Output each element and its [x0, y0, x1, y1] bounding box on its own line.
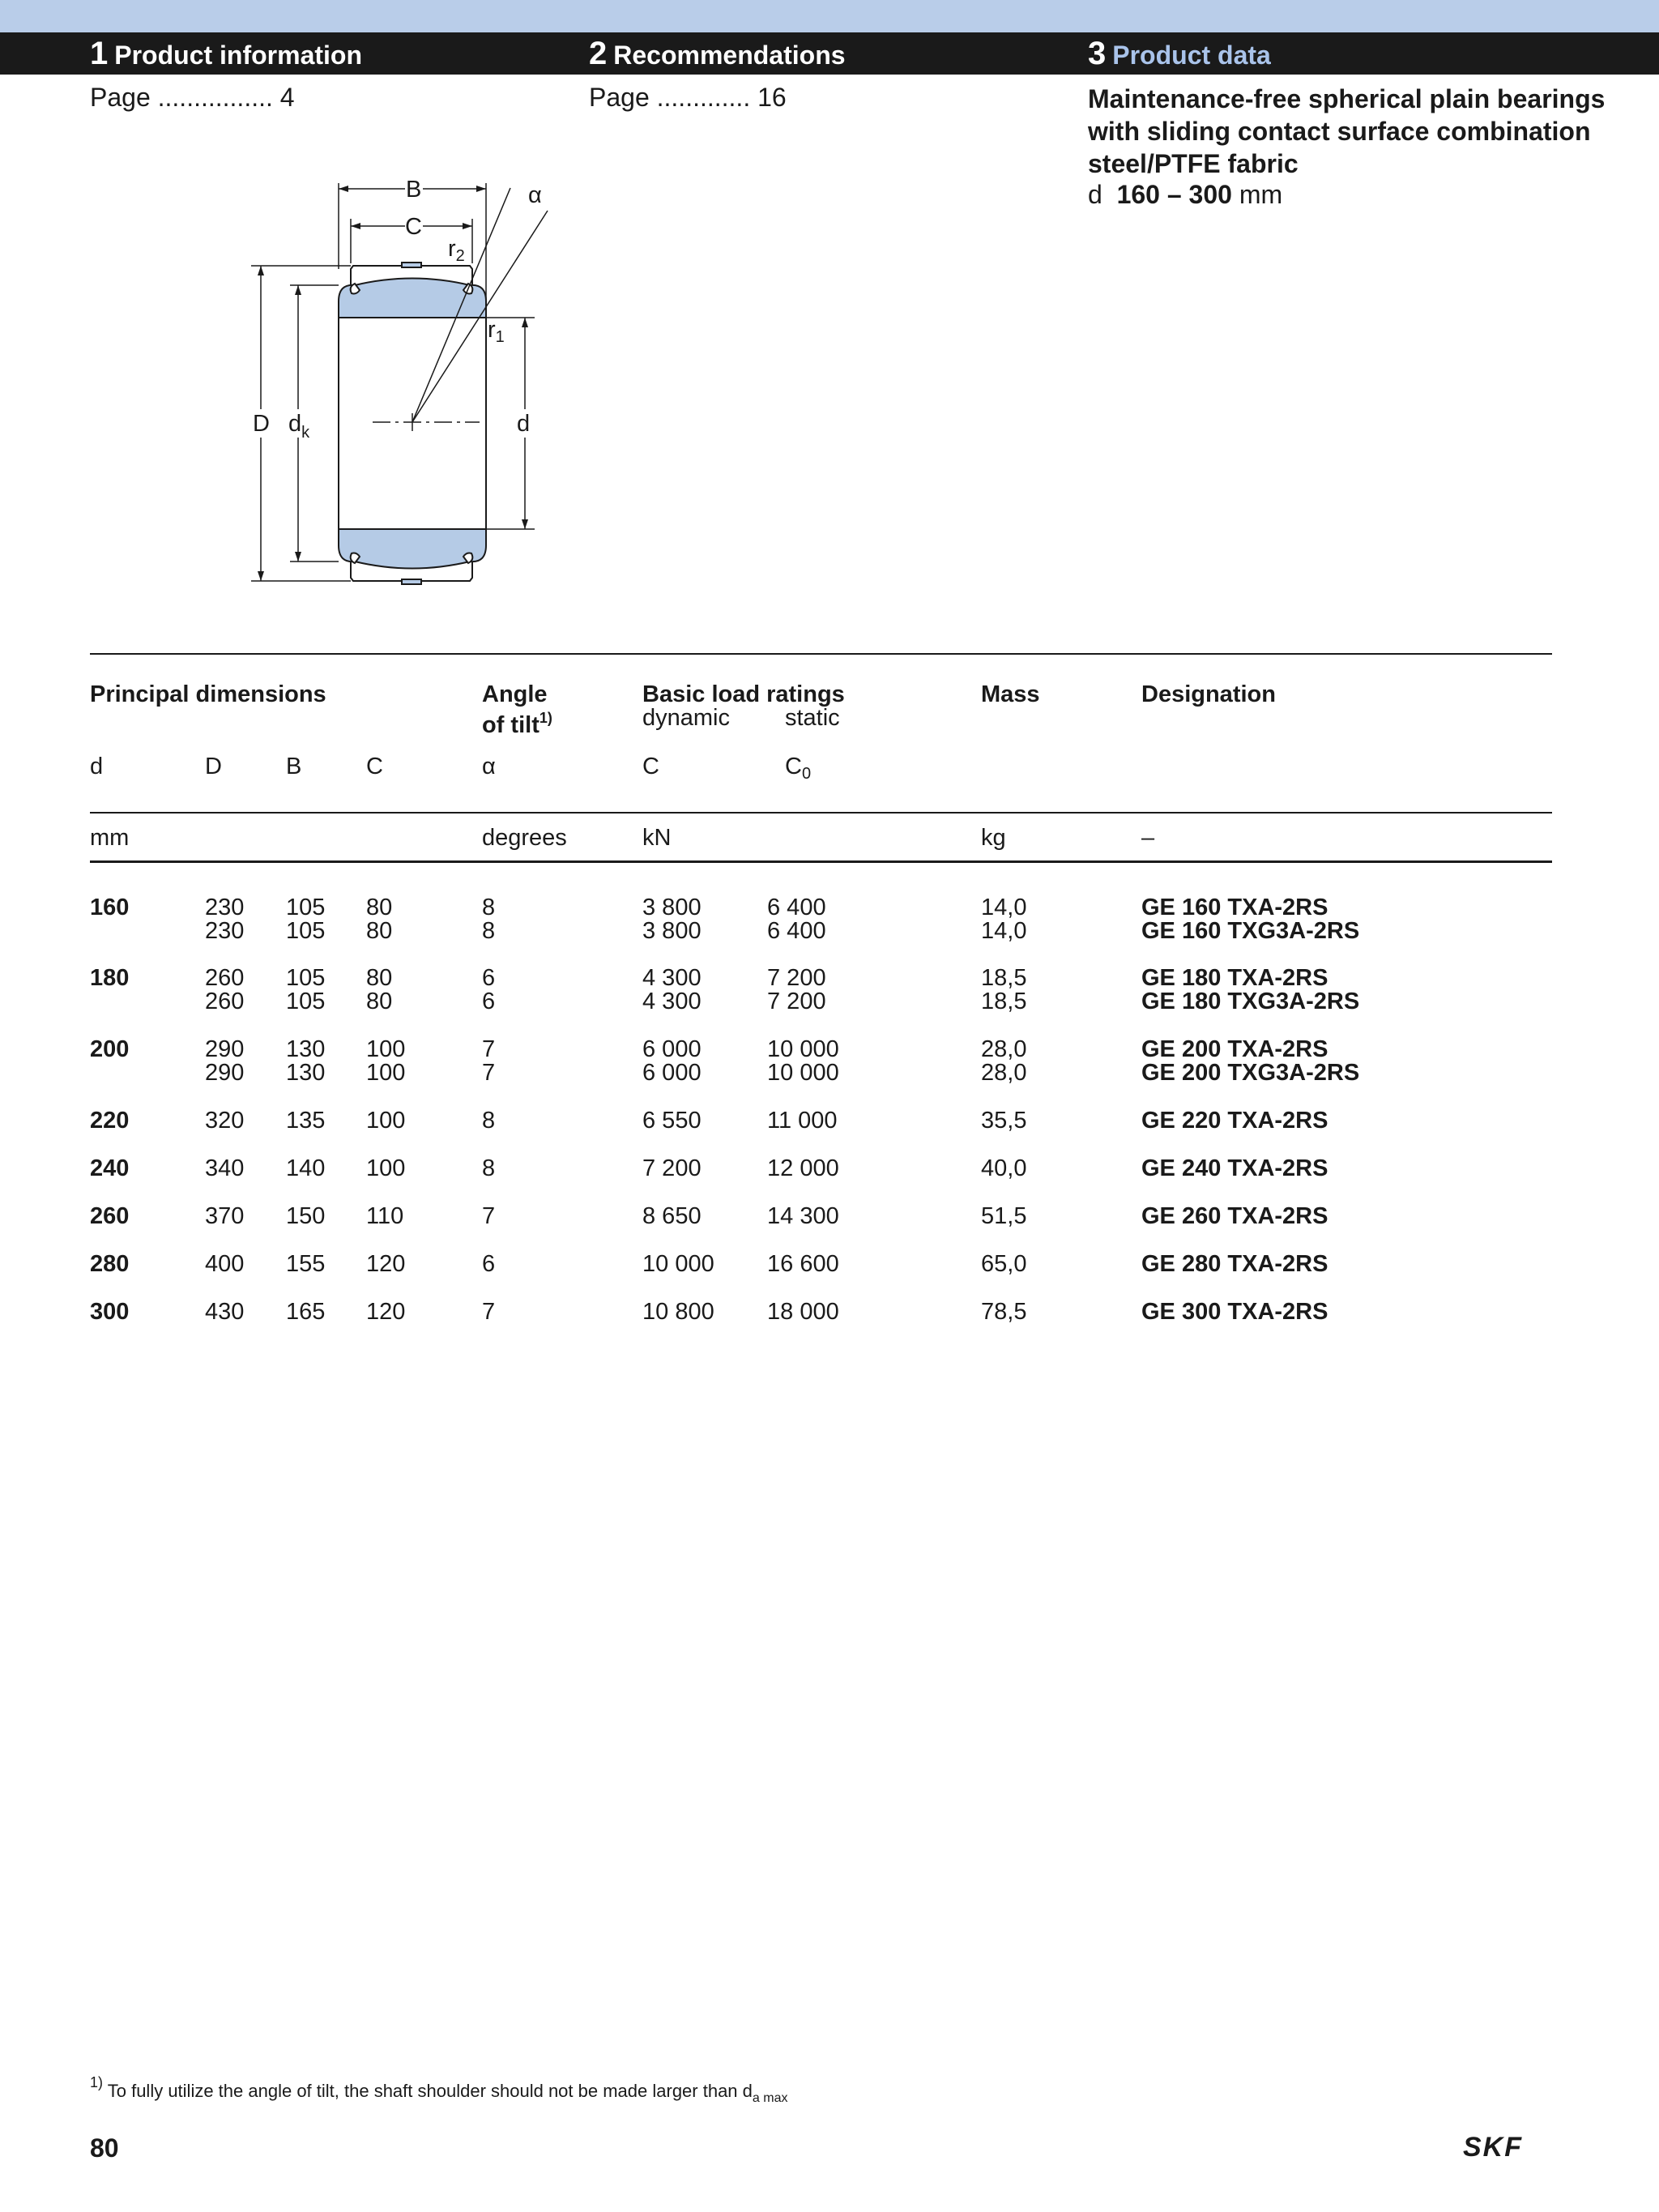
cell-B: 105: [286, 989, 326, 1014]
cell-C0-static: 14 300: [767, 1203, 839, 1229]
cell-C: 80: [366, 895, 393, 920]
cell-B: 155: [286, 1251, 326, 1277]
table-row: [0, 989, 1659, 1014]
cell-C-dynamic: 6 000: [642, 1036, 702, 1062]
cell-d: 200: [90, 1036, 130, 1062]
cell-C-dynamic: 8 650: [642, 1203, 702, 1229]
table-row: [0, 1037, 1659, 1061]
cell-D: 260: [205, 965, 245, 991]
table-row: [0, 895, 1659, 920]
section-number: 2: [589, 36, 608, 71]
cell-D: 340: [205, 1155, 245, 1181]
cell-D: 400: [205, 1251, 245, 1277]
top-accent-band: [0, 0, 1659, 32]
cell-designation[interactable]: GE 220 TXA-2RS: [1141, 1108, 1328, 1134]
header-designation: Designation: [1141, 681, 1276, 707]
cell-B: 105: [286, 965, 326, 991]
table-row: [0, 1108, 1659, 1133]
table-row: [0, 1204, 1659, 1228]
cell-B: 130: [286, 1060, 326, 1086]
cell-C: 100: [366, 1060, 406, 1086]
skf-logo-icon: [1463, 2133, 1549, 2161]
header-angle: Angle: [482, 681, 548, 707]
cell-D: 370: [205, 1203, 245, 1229]
cell-alpha: 6: [482, 1251, 496, 1277]
cell-C: 120: [366, 1299, 406, 1325]
cell-D: 290: [205, 1060, 245, 1086]
cell-designation[interactable]: GE 240 TXA-2RS: [1141, 1155, 1328, 1181]
cell-d: 280: [90, 1251, 130, 1277]
cell-designation[interactable]: GE 300 TXA-2RS: [1141, 1299, 1328, 1325]
dim-label-D: D: [253, 411, 270, 437]
cell-alpha: 7: [482, 1036, 496, 1062]
unit-kg: kg: [981, 825, 1006, 851]
section-label: Recommendations: [613, 41, 846, 70]
dim-label-alpha: α: [528, 182, 542, 208]
footnote: [90, 2074, 787, 2106]
page-reference-product-information[interactable]: [90, 83, 295, 113]
cell-alpha: 8: [482, 918, 496, 944]
leader-dots: ................: [157, 83, 273, 112]
cell-C-dynamic: 7 200: [642, 1155, 702, 1181]
table-row: [0, 1252, 1659, 1276]
cell-d: 300: [90, 1299, 130, 1325]
cell-D: 430: [205, 1299, 245, 1325]
symbol-alpha: α: [482, 754, 496, 779]
cell-C0-static: 10 000: [767, 1036, 839, 1062]
dim-label-r2: $r_2$: [448, 236, 465, 265]
tab-recommendations[interactable]: [589, 32, 846, 75]
footnote-mark: 1): [90, 2074, 104, 2090]
symbol-d: d: [90, 754, 104, 779]
cell-B: 140: [286, 1155, 326, 1181]
cell-d: 260: [90, 1203, 130, 1229]
cell-C-dynamic: 3 800: [642, 895, 702, 920]
cell-B: 135: [286, 1108, 326, 1134]
cell-mass: 35,5: [981, 1108, 1027, 1134]
leader-dots: .............: [656, 83, 751, 112]
cell-alpha: 6: [482, 965, 496, 991]
cell-D: 230: [205, 895, 245, 920]
cell-alpha: 6: [482, 989, 496, 1014]
cell-mass: 14,0: [981, 918, 1027, 944]
cell-alpha: 8: [482, 1108, 496, 1134]
cell-alpha: 7: [482, 1060, 496, 1086]
range-unit: mm: [1239, 180, 1283, 209]
range-prefix: d: [1088, 180, 1102, 209]
cell-mass: 65,0: [981, 1251, 1027, 1277]
cell-d: 180: [90, 965, 130, 991]
cell-mass: 51,5: [981, 1203, 1027, 1229]
cell-mass: 18,5: [981, 989, 1027, 1014]
dim-label-r1: $r_1$: [488, 317, 505, 346]
cell-D: 320: [205, 1108, 245, 1134]
cell-mass: 40,0: [981, 1155, 1027, 1181]
cell-designation[interactable]: GE 160 TXA-2RS: [1141, 895, 1328, 920]
cell-C: 80: [366, 965, 393, 991]
cell-C0-static: 7 200: [767, 989, 826, 1014]
table-row: [0, 966, 1659, 990]
cell-D: 260: [205, 989, 245, 1014]
unit-dash: –: [1141, 825, 1155, 851]
cell-C: 80: [366, 918, 393, 944]
section-label: Product data: [1112, 41, 1271, 70]
cell-C0-static: 6 400: [767, 918, 826, 944]
cell-d: 160: [90, 895, 130, 920]
unit-degrees: degrees: [482, 825, 567, 851]
cell-C: 120: [366, 1251, 406, 1277]
cell-mass: 28,0: [981, 1036, 1027, 1062]
dim-label-C: C: [405, 214, 422, 240]
cell-B: 165: [286, 1299, 326, 1325]
header-basic-load-ratings: Basic load ratings: [642, 681, 845, 707]
table-row: [0, 919, 1659, 943]
cell-designation[interactable]: GE 200 TXA-2RS: [1141, 1036, 1328, 1062]
cell-designation[interactable]: GE 280 TXA-2RS: [1141, 1251, 1328, 1277]
cell-alpha: 8: [482, 895, 496, 920]
page-number-ref: 4: [279, 83, 295, 112]
dim-label-B: B: [406, 177, 422, 203]
page-label: Page: [589, 83, 650, 112]
cell-C0-static: 16 600: [767, 1251, 839, 1277]
cell-C: 100: [366, 1036, 406, 1062]
cell-C0-static: 10 000: [767, 1060, 839, 1086]
symbol-C0-static: $C_0$: [785, 754, 812, 783]
cell-alpha: 8: [482, 1155, 496, 1181]
svg-text:SKF: SKF: [1463, 2133, 1523, 2161]
bearing-cross-section-drawing: [235, 170, 608, 591]
cell-C-dynamic: 4 300: [642, 965, 702, 991]
cell-D: 230: [205, 918, 245, 944]
cell-designation[interactable]: GE 180 TXG3A-2RS: [1141, 989, 1360, 1014]
cell-C0-static: 11 000: [767, 1108, 838, 1134]
header-of-tilt: of tilt$^{1)}$: [482, 710, 552, 738]
cell-D: 290: [205, 1036, 245, 1062]
unit-kn: kN: [642, 825, 672, 851]
cell-d: 240: [90, 1155, 130, 1181]
cell-B: 150: [286, 1203, 326, 1229]
table-row: [0, 1156, 1659, 1181]
dim-label-d: d: [517, 411, 531, 437]
header-static: static: [785, 705, 840, 731]
page-number: 80: [90, 2133, 119, 2163]
header-principal-dimensions: Principal dimensions: [90, 681, 326, 707]
table-top-rule: [90, 653, 1552, 655]
cell-designation[interactable]: GE 200 TXG3A-2RS: [1141, 1060, 1360, 1086]
page-number-ref: 16: [757, 83, 787, 112]
cell-C0-static: 7 200: [767, 965, 826, 991]
cell-C-dynamic: 10 000: [642, 1251, 714, 1277]
table-units-rule: [90, 812, 1552, 813]
unit-mm: mm: [90, 825, 130, 851]
header-mass: Mass: [981, 681, 1040, 707]
footnote-text: To fully utilize the angle of tilt, the shaft shoulder should not be made larger than d: [107, 2081, 753, 2101]
symbol-C: C: [366, 754, 383, 779]
cell-C-dynamic: 3 800: [642, 918, 702, 944]
cell-mass: 78,5: [981, 1299, 1027, 1325]
symbol-D: D: [205, 754, 222, 779]
symbol-C-dynamic: C: [642, 754, 659, 779]
cell-C-dynamic: 6 000: [642, 1060, 702, 1086]
cell-C-dynamic: 6 550: [642, 1108, 702, 1134]
cell-mass: 18,5: [981, 965, 1027, 991]
cell-C0-static: 6 400: [767, 895, 826, 920]
product-title: Maintenance-free spherical plain bearings with sliding contact surface combination steel/PTFE fabric: [1088, 84, 1606, 178]
cell-designation[interactable]: GE 180 TXA-2RS: [1141, 965, 1328, 991]
cell-C: 100: [366, 1108, 406, 1134]
cell-alpha: 7: [482, 1299, 496, 1325]
symbol-B: B: [286, 754, 302, 779]
header-dynamic: dynamic: [642, 705, 730, 731]
table-row: [0, 1061, 1659, 1085]
table-body-rule: [90, 860, 1552, 863]
page-label: Page: [90, 83, 151, 112]
cell-C: 110: [366, 1203, 404, 1229]
tab-product-information[interactable]: [90, 32, 362, 75]
cell-C-dynamic: 10 800: [642, 1299, 714, 1325]
cell-B: 130: [286, 1036, 326, 1062]
tab-product-data[interactable]: [1088, 32, 1271, 75]
page-reference-recommendations[interactable]: [589, 83, 787, 113]
cell-mass: 14,0: [981, 895, 1027, 920]
cell-B: 105: [286, 895, 326, 920]
footnote-subscript: a max: [752, 2091, 788, 2105]
section-number: 1: [90, 36, 109, 71]
cell-C: 100: [366, 1155, 406, 1181]
cell-mass: 28,0: [981, 1060, 1027, 1086]
cell-C-dynamic: 4 300: [642, 989, 702, 1014]
section-label: Product information: [114, 41, 363, 70]
cell-alpha: 7: [482, 1203, 496, 1229]
cell-designation[interactable]: GE 160 TXG3A-2RS: [1141, 918, 1360, 944]
table-row: [0, 1300, 1659, 1324]
cell-C0-static: 12 000: [767, 1155, 839, 1181]
product-size-range: [1088, 180, 1282, 210]
section-number: 3: [1088, 36, 1107, 71]
dim-label-dk: $d_k$: [288, 411, 310, 442]
range-value: 160 – 300: [1116, 180, 1232, 209]
cell-d: 220: [90, 1108, 130, 1134]
cell-designation[interactable]: GE 260 TXA-2RS: [1141, 1203, 1328, 1229]
cell-C: 80: [366, 989, 393, 1014]
cell-C0-static: 18 000: [767, 1299, 839, 1325]
cell-B: 105: [286, 918, 326, 944]
